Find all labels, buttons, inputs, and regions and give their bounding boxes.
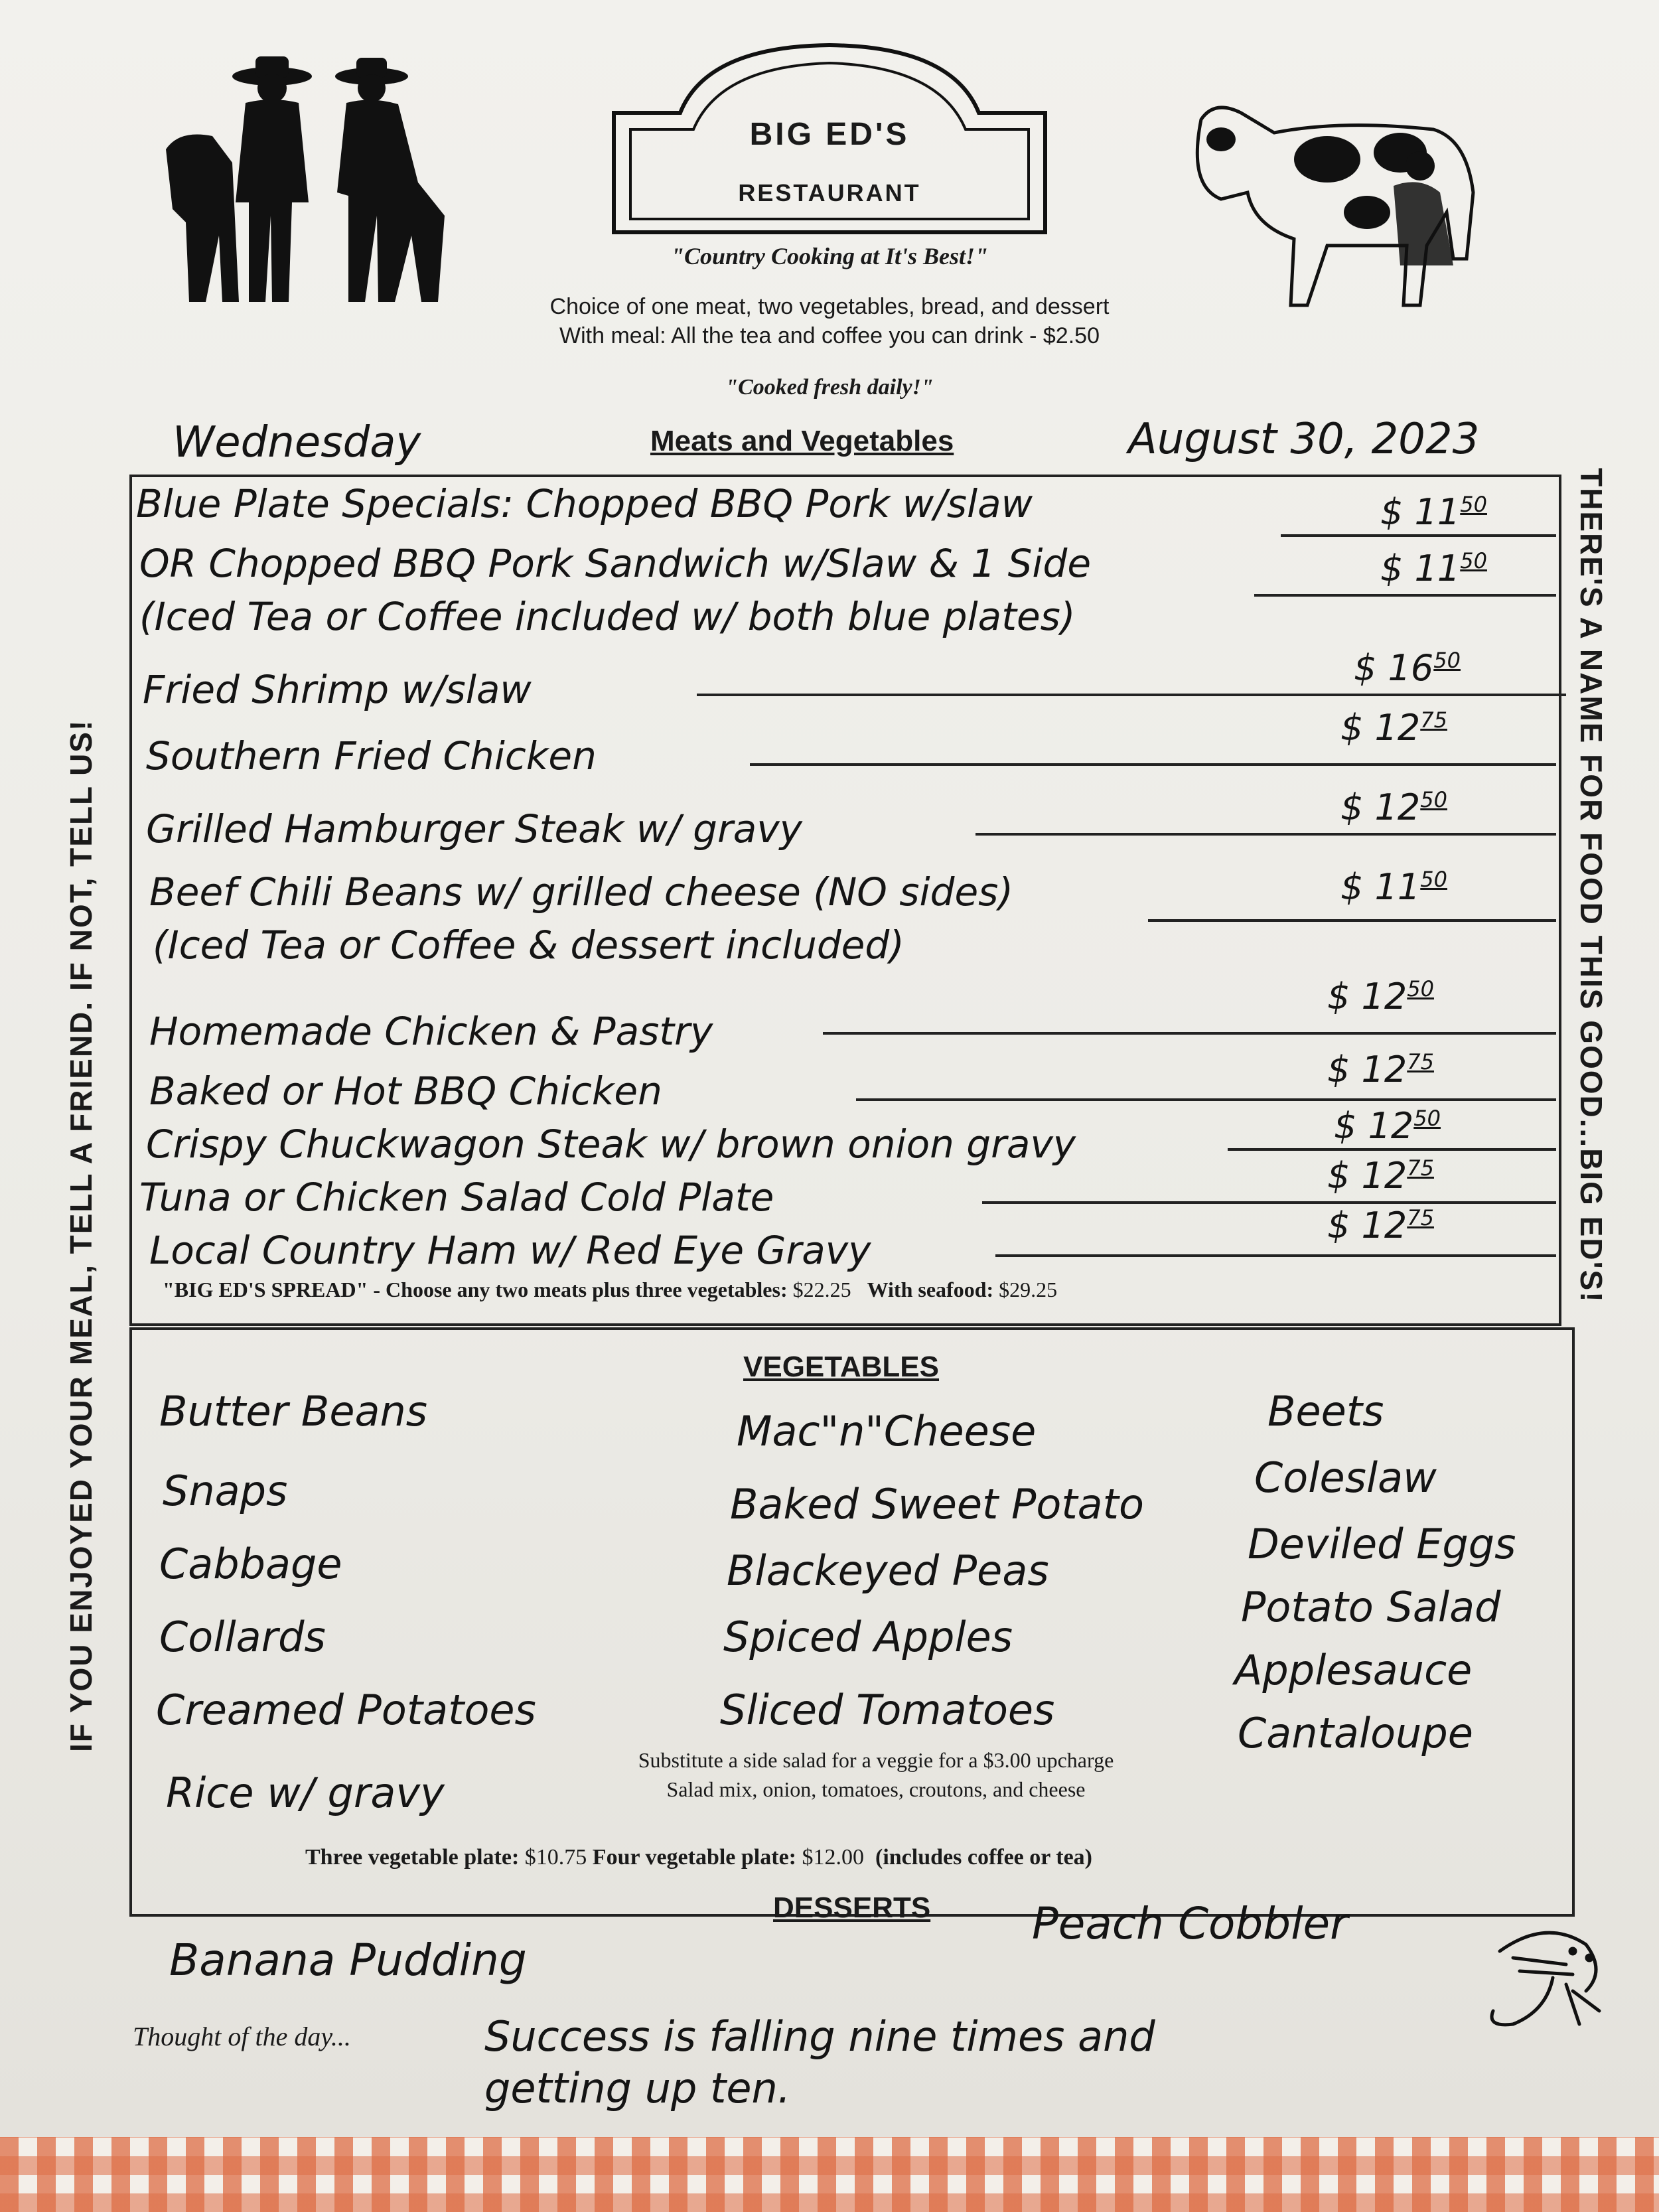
meat-price bbox=[1340, 707, 1447, 749]
meat-item: Local Country Ham w/ Red Eye Gravy bbox=[149, 1228, 871, 1273]
meat-price bbox=[1354, 647, 1461, 689]
meat-item: Crispy Chuckwagon Steak w/ brown onion gravy bbox=[146, 1122, 1076, 1167]
vegetable-plate-prices bbox=[305, 1845, 1092, 1870]
four-veg-label: Four vegetable plate: bbox=[592, 1845, 796, 1870]
dollar-sign: $ bbox=[1380, 491, 1404, 533]
thought-line-2: getting up ten. bbox=[484, 2064, 791, 2112]
price-rule bbox=[982, 1201, 1556, 1204]
dollar-sign: $ bbox=[1334, 1105, 1357, 1147]
desserts-title: DESSERTS bbox=[773, 1891, 931, 1924]
price-rule bbox=[856, 1098, 1556, 1101]
side-text-left: IF YOU ENJOYED YOUR MEAL, TELL A FRIEND. IF NOT, TELL US! bbox=[64, 719, 98, 1752]
dollar-sign: $ bbox=[1327, 1155, 1350, 1197]
logo-title: BIG ED'S bbox=[749, 117, 910, 152]
logo-subtitle: RESTAURANT bbox=[738, 179, 921, 206]
vegetable-item: Baked Sweet Potato bbox=[730, 1480, 1144, 1528]
price-dollars: 11 bbox=[1374, 866, 1421, 908]
price-dollars: 12 bbox=[1374, 786, 1421, 828]
dollar-sign: $ bbox=[1340, 786, 1364, 828]
spread-label: "BIG ED'S SPREAD" - Choose any two meats plus three vegetables: bbox=[163, 1278, 788, 1301]
price-cents: 75 bbox=[1420, 707, 1447, 733]
price-cents: 50 bbox=[1420, 867, 1447, 892]
price-cents: 50 bbox=[1433, 648, 1461, 673]
dessert-item: Banana Pudding bbox=[169, 1935, 527, 1986]
price-dollars: 12 bbox=[1361, 976, 1407, 1017]
vegetable-item: Beets bbox=[1267, 1387, 1384, 1436]
thought-label: Thought of the day... bbox=[133, 2022, 351, 2051]
meat-item: Beef Chili Beans w/ grilled cheese (NO sides) bbox=[149, 869, 1013, 915]
price-cents: 50 bbox=[1460, 548, 1487, 573]
vegetable-item: Applesauce bbox=[1234, 1646, 1473, 1694]
meat-price bbox=[1380, 491, 1487, 533]
substitute-line-1: Substitute a side salad for a veggie for a $3.00 upcharge bbox=[638, 1748, 1114, 1772]
meat-item-note: (Iced Tea or Coffee & dessert included) bbox=[153, 922, 904, 968]
meal-choice-info bbox=[398, 292, 1261, 350]
dollar-sign: $ bbox=[1327, 1205, 1350, 1246]
meat-item: Southern Fried Chicken bbox=[146, 733, 597, 778]
dollar-sign: $ bbox=[1327, 1049, 1350, 1090]
dollar-sign: $ bbox=[1340, 866, 1364, 908]
vegetable-item: Sliced Tomatoes bbox=[720, 1686, 1055, 1734]
vegetable-item: Creamed Potatoes bbox=[156, 1686, 536, 1734]
meat-price bbox=[1327, 1155, 1434, 1197]
spread-seafood-label: With seafood: bbox=[867, 1278, 994, 1301]
price-cents: 50 bbox=[1420, 787, 1447, 812]
spread-seafood-price: $29.25 bbox=[999, 1278, 1058, 1301]
price-rule bbox=[1281, 534, 1556, 537]
vegetables-title: VEGETABLES bbox=[743, 1351, 940, 1383]
meat-price bbox=[1327, 976, 1434, 1017]
meat-item-note: (Iced Tea or Coffee included w/ both blue plates) bbox=[139, 594, 1076, 639]
choice-line-2: With meal: All the tea and coffee you can drink - $2.50 bbox=[559, 323, 1100, 348]
vegetable-item: Cantaloupe bbox=[1238, 1709, 1473, 1757]
vegetable-item: Coleslaw bbox=[1254, 1453, 1437, 1502]
meats-section-title: Meats and Vegetables bbox=[650, 425, 954, 457]
price-dollars: 12 bbox=[1374, 707, 1421, 749]
dollar-sign: $ bbox=[1380, 548, 1404, 589]
price-cents: 50 bbox=[1407, 976, 1434, 1001]
dollar-sign: $ bbox=[1340, 707, 1364, 749]
vegetable-item: Butter Beans bbox=[159, 1387, 428, 1436]
price-rule bbox=[1254, 594, 1556, 597]
cow-milkmaid-icon bbox=[1175, 93, 1506, 312]
vegetable-item: Spiced Apples bbox=[723, 1613, 1013, 1661]
cowboys-silhouette-icon bbox=[166, 50, 471, 309]
dollar-sign: $ bbox=[1354, 647, 1377, 689]
price-dollars: 16 bbox=[1388, 647, 1434, 689]
vegetable-item: Blackeyed Peas bbox=[727, 1546, 1049, 1595]
menu-date: August 30, 2023 bbox=[1128, 415, 1480, 464]
price-rule bbox=[1148, 919, 1556, 922]
meat-item: Grilled Hamburger Steak w/ gravy bbox=[146, 806, 803, 851]
spread-price: $22.25 bbox=[792, 1278, 851, 1301]
meat-price bbox=[1327, 1205, 1434, 1246]
vegetable-item: Potato Salad bbox=[1241, 1583, 1501, 1631]
price-rule bbox=[823, 1032, 1556, 1035]
three-veg-label: Three vegetable plate: bbox=[305, 1845, 520, 1870]
three-veg-price: $10.75 bbox=[524, 1845, 587, 1870]
dollar-sign: $ bbox=[1327, 976, 1350, 1017]
price-dollars: 12 bbox=[1368, 1105, 1414, 1147]
vegetable-item: Snaps bbox=[163, 1467, 288, 1515]
vegetable-item: Collards bbox=[159, 1613, 326, 1661]
big-eds-spread bbox=[163, 1278, 1057, 1302]
thought-line-1: Success is falling nine times and bbox=[484, 2012, 1155, 2061]
vegetable-item: Cabbage bbox=[159, 1540, 342, 1588]
price-dollars: 11 bbox=[1414, 548, 1461, 589]
meat-item: OR Chopped BBQ Pork Sandwich w/Slaw & 1 Side bbox=[139, 541, 1092, 586]
meat-price bbox=[1380, 548, 1487, 589]
price-cents: 75 bbox=[1407, 1049, 1434, 1074]
price-dollars: 11 bbox=[1414, 491, 1461, 533]
price-rule bbox=[995, 1254, 1556, 1257]
price-rule bbox=[975, 833, 1556, 836]
four-veg-price: $12.00 bbox=[802, 1845, 864, 1870]
cooked-fresh-note: "Cooked fresh daily!" bbox=[725, 375, 934, 400]
smiley-doodle-icon bbox=[1473, 1911, 1619, 2037]
price-cents: 75 bbox=[1407, 1155, 1434, 1181]
dessert-item: Peach Cobbler bbox=[1032, 1898, 1348, 1949]
menu-day: Wednesday bbox=[173, 418, 421, 467]
choice-line-1: Choice of one meat, two vegetables, bread, and dessert bbox=[549, 294, 1110, 319]
vegetable-item: Mac"n"Cheese bbox=[737, 1407, 1037, 1455]
side-text-right: THERE'S A NAME FOR FOOD THIS GOOD...BIG ED'S! bbox=[1574, 468, 1609, 1303]
meat-item: Homemade Chicken & Pastry bbox=[149, 1009, 713, 1054]
side-salad-note bbox=[544, 1745, 1208, 1804]
price-cents: 75 bbox=[1407, 1205, 1434, 1230]
price-cents: 50 bbox=[1413, 1106, 1441, 1131]
meat-item: Baked or Hot BBQ Chicken bbox=[149, 1069, 662, 1114]
gingham-tablecloth bbox=[0, 2137, 1659, 2212]
meat-item: Blue Plate Specials: Chopped BBQ Pork w/slaw bbox=[136, 481, 1033, 526]
price-rule bbox=[697, 694, 1566, 696]
substitute-line-2: Salad mix, onion, tomatoes, croutons, and cheese bbox=[666, 1777, 1086, 1801]
price-dollars: 12 bbox=[1361, 1205, 1407, 1246]
meat-item: Tuna or Chicken Salad Cold Plate bbox=[139, 1175, 774, 1220]
price-rule bbox=[1228, 1148, 1556, 1151]
price-rule bbox=[750, 763, 1556, 766]
meat-price bbox=[1340, 866, 1447, 908]
meat-item: Fried Shrimp w/slaw bbox=[143, 667, 532, 712]
tagline: "Country Cooking at It's Best!" bbox=[670, 243, 989, 269]
thought-text bbox=[484, 2011, 1413, 2114]
meat-price bbox=[1340, 786, 1447, 828]
meat-price bbox=[1334, 1105, 1441, 1147]
vegetable-item: Rice w/ gravy bbox=[166, 1769, 445, 1817]
price-dollars: 12 bbox=[1361, 1155, 1407, 1197]
includes-note: (includes coffee or tea) bbox=[875, 1845, 1092, 1870]
vegetable-item: Deviled Eggs bbox=[1248, 1520, 1516, 1568]
price-cents: 50 bbox=[1460, 492, 1487, 517]
meat-price bbox=[1327, 1049, 1434, 1090]
price-dollars: 12 bbox=[1361, 1049, 1407, 1090]
